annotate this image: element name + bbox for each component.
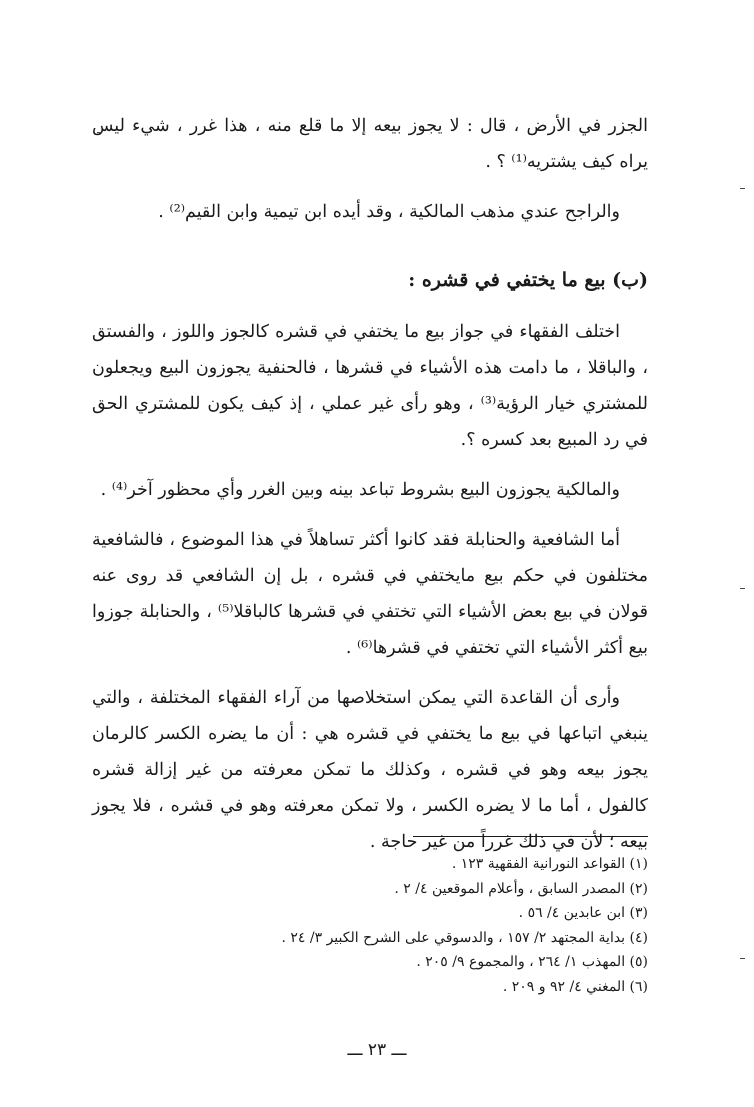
scan-edge-mark (740, 188, 745, 189)
section-heading: (ب) بيع ما يختفي في قشره : (408, 269, 648, 291)
footnote-item: (٤) بداية المجتهد ٢/ ١٥٧ ، والدسوقي على الشرح الكبير ٣/ ٢٤ . (281, 929, 648, 946)
paragraph-continuation: الجزر في الأرض ، قال : لا يجوز بيعه إلا ما قلع منه ، هذا غرر ، شيء ليس يراه كيف يشتريه⁽¹⁾ ؟ . (92, 116, 648, 172)
paragraph-maliki: والمالكية يجوزون البيع بشروط تباعد بينه وبين الغرر وأي محظور آخر⁽⁴⁾ . (100, 480, 620, 500)
page-number: ـــ ٢٣ ـــ (347, 1040, 407, 1060)
top-text-block (92, 108, 648, 230)
scan-edge-mark (740, 588, 745, 589)
footnotes-list (92, 852, 648, 999)
scan-edge-mark (97, 132, 102, 133)
main-text-block (92, 314, 648, 860)
paragraph-preference: والراجح عندي مذهب المالكية ، وقد أيده ابن تيمية وابن القيم⁽²⁾ . (158, 202, 620, 222)
footnote-item: (٣) ابن عابدين ٤/ ٥٦ . (518, 905, 648, 921)
footnote-separator (413, 836, 648, 837)
footnote-item: (٦) المغني ٤/ ٩٢ و ٢٠٩ . (502, 978, 648, 995)
footnote-item: (٢) المصدر السابق ، وأعلام الموقعين ٤/ ٢ . (394, 880, 648, 897)
paragraph-conclusion: وأرى أن القاعدة التي يمكن استخلاصها من آراء الفقهاء المختلفة ، والتي ينبغي اتباعها في بيع ما يختفي في قشره هي : أن ما يضره الكسر كالرمان يجوز بيعه وهو في قشره ، وكذلك ما تمكن معرفته من غير إزالة قشره كالفول ، أما ما لا يضره الكسر ، ولا تمكن معرفته وهو في قشره ، فلا يجوز بيعه ؛ لأن في ذلك غرراً من غير حاجة . (92, 688, 648, 852)
paragraph-shafii-hanbali: أما الشافعية والحنابلة فقد كانوا أكثر تساهلاً في هذا الموضوع ، فالشافعية مختلفون في حكم بيع مايختفي في قشره ، بل إن الشافعي قد روى عنه قولان في بيع بعض الأشياء التي تختفي في قشرها كالباقلا⁽⁵⁾ ، والحنابلة جوزوا بيع أكثر الأشياء التي تختفي في قشرها⁽⁶⁾ . (92, 530, 648, 658)
paragraph-disagreement: اختلف الفقهاء في جواز بيع ما يختفي في قشره كالجوز واللوز ، والفستق ، والباقلا ، ما دامت هذه الأشياء في قشرها ، فالحنفية يجوزون البيع ويجعلون للمشتري خيار الرؤية⁽³⁾ ، وهو رأى غير عملي ، إذ كيف يكون للمشتري الحق في رد المبيع بعد كسره ؟. (92, 322, 648, 450)
footnote-item: (١) القواعد النورانية الفقهية ١٢٣ . (451, 856, 648, 872)
footnote-item: (٥) المهذب ١/ ٢٦٤ ، والمجموع ٩/ ٢٠٥ . (416, 954, 648, 970)
scan-edge-mark (740, 958, 745, 959)
